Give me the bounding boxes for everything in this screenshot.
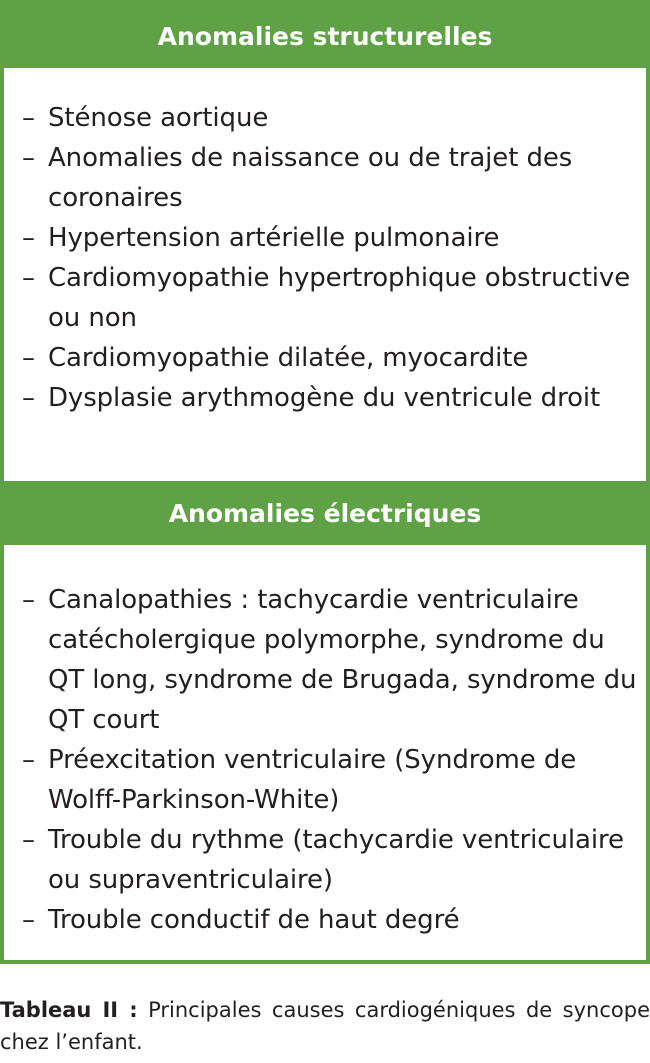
section-header-structural: Anomalies structurelles — [4, 4, 646, 68]
dash-bullet: – — [22, 103, 35, 133]
list-item: – Cardiomyopathie dilatée, myocardite — [22, 338, 642, 378]
list-item: – Trouble conductif de haut degré — [22, 900, 642, 940]
caption-label: Tableau II : — [0, 998, 138, 1022]
list-item: – Préexcitation ventriculaire (Syndrome de Wolff-Parkinson-White) — [22, 740, 642, 820]
list-item: – Hypertension artérielle pulmonaire — [22, 218, 642, 258]
dash-bullet: – — [22, 825, 35, 855]
structural-list — [22, 98, 642, 418]
list-item: – Anomalies de naissance ou de trajet des coronaires — [22, 138, 642, 218]
list-item: – Canalopathies : tachycardie ventriculaire catécholergique polymorphe, syndrome du QT long, syndrome de Brugada, syndrome du QT court — [22, 580, 642, 740]
dash-bullet: – — [22, 143, 35, 173]
list-item: – Cardiomyopathie hypertrophique obstructive ou non — [22, 258, 642, 338]
dash-bullet: – — [22, 745, 35, 775]
electrical-list — [22, 580, 642, 940]
section-header-electrical: Anomalies électriques — [4, 481, 646, 545]
dash-bullet: – — [22, 343, 35, 373]
list-item: – Dysplasie arythmogène du ventricule droit — [22, 378, 642, 418]
dash-bullet: – — [22, 383, 35, 413]
dash-bullet: – — [22, 223, 35, 253]
dash-bullet: – — [22, 263, 35, 293]
list-item: – Trouble du rythme (tachycardie ventriculaire ou supraventriculaire) — [22, 820, 642, 900]
list-item: – Sténose aortique — [22, 98, 642, 138]
table-caption — [0, 994, 650, 1058]
dash-bullet: – — [22, 905, 35, 935]
dash-bullet: – — [22, 585, 35, 615]
caption-text: Principales causes cardiogéniques de syncope chez l’enfant. — [0, 998, 650, 1054]
